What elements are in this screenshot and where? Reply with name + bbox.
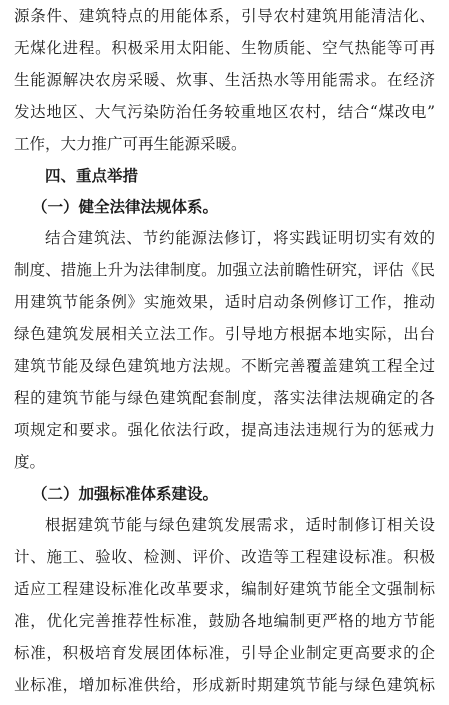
paragraph-3-line-4: 准，优化完善推荐性标准，鼓励各地编制更严格的地方节能 bbox=[14, 612, 435, 630]
paragraph-2-line-3: 用建筑节能条例》实施效果，适时启动条例修订工作，推动 bbox=[14, 293, 435, 311]
paragraph-1-line-1: 源条件、建筑特点的用能体系，引导农村建筑用能清洁化、 bbox=[14, 7, 435, 25]
paragraph-2-line-4: 绿色建筑发展相关立法工作。引导地方根据本地实际，出台 bbox=[14, 325, 435, 343]
paragraph-2-line-6: 程的建筑节能与绿色建筑配套制度，落实法律法规确定的各 bbox=[14, 389, 435, 407]
paragraph-1-line-4: 发达地区、大气污染防治任务较重地区农村，结合“煤改电” bbox=[14, 103, 435, 121]
paragraph-2-line-5: 建筑节能及绿色建筑地方法规。不断完善覆盖建筑工程全过 bbox=[14, 357, 435, 375]
paragraph-3-line-3: 适应工程建设标准化改革要求，编制好建筑节能全文强制标 bbox=[14, 580, 435, 598]
paragraph-3-line-6: 业标准，增加标准供给，形成新时期建筑节能与绿色建筑标 bbox=[14, 676, 435, 694]
subsection-heading-1: （一）健全法律法规体系。 bbox=[32, 198, 219, 216]
section-heading: 四、重点举措 bbox=[45, 167, 139, 185]
paragraph-2-line-8: 度。 bbox=[14, 453, 46, 471]
paragraph-2-line-7: 项规定和要求。强化依法行政，提高违法违规行为的惩戒力 bbox=[14, 421, 435, 439]
paragraph-1-line-5: 工作，大力推广可再生能源采暖。 bbox=[14, 135, 247, 153]
paragraph-3-line-1: 根据建筑节能与绿色建筑发展需求，适时制修订相关设 bbox=[45, 516, 435, 534]
paragraph-2-line-1: 结合建筑法、节约能源法修订，将实践证明切实有效的 bbox=[45, 229, 435, 247]
subsection-heading-2: （二）加强标准体系建设。 bbox=[32, 485, 219, 503]
paragraph-1-line-3: 生能源解决农房采暖、炊事、生活热水等用能需求。在经济 bbox=[14, 71, 435, 89]
paragraph-3-line-5: 标准，积极培育发展团体标准，引导企业制定更高要求的企 bbox=[14, 644, 435, 662]
paragraph-2-line-2: 制度、措施上升为法律制度。加强立法前瞻性研究，评估《民 bbox=[14, 261, 435, 279]
paragraph-3-line-2: 计、施工、验收、检测、评价、改造等工程建设标准。积极 bbox=[14, 548, 435, 566]
paragraph-1-line-2: 无煤化进程。积极采用太阳能、生物质能、空气热能等可再 bbox=[14, 39, 435, 57]
